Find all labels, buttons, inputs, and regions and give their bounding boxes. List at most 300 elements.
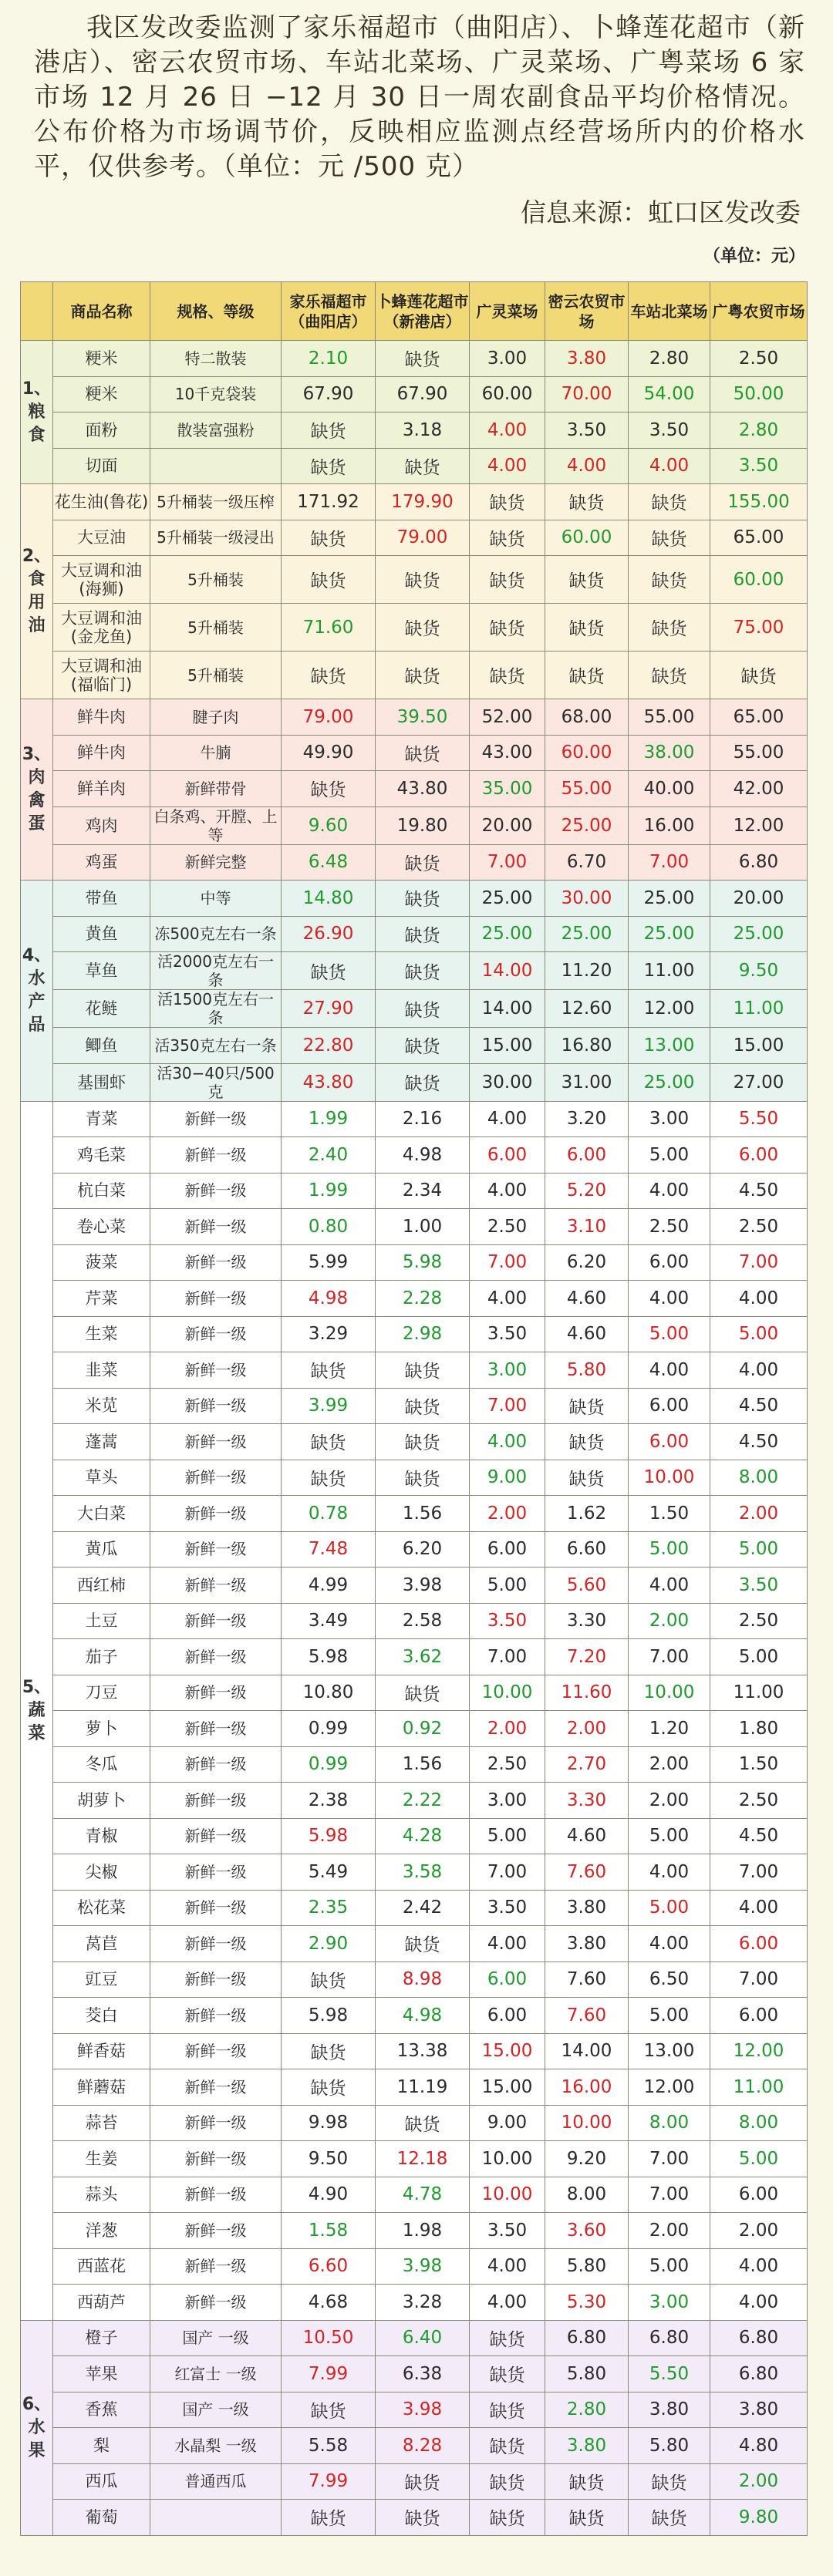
- spec-cell: 冻500克左右一条: [150, 916, 282, 952]
- price-cell: 0.92: [376, 1711, 470, 1747]
- table-row: [21, 520, 808, 556]
- price-cell: 3.50: [710, 1567, 808, 1604]
- product-name-cell: 西红柿: [53, 1567, 150, 1604]
- price-cell: 缺货: [470, 484, 545, 520]
- price-cell: 2.00: [629, 1783, 710, 1819]
- price-cell: 2.22: [376, 1783, 470, 1819]
- price-cell: 10.00: [545, 2105, 629, 2141]
- price-cell: 7.00: [710, 1244, 808, 1281]
- price-cell: 缺货: [282, 556, 376, 604]
- price-cell: 9.60: [282, 806, 376, 844]
- price-cell: 5.50: [710, 1101, 808, 1137]
- price-cell: 缺货: [376, 1460, 470, 1496]
- price-cell: 60.00: [545, 735, 629, 771]
- price-cell: 2.98: [376, 1316, 470, 1352]
- price-cell: 缺货: [376, 1926, 470, 1962]
- price-cell: 3.98: [376, 1567, 470, 1604]
- price-cell: 缺货: [376, 1675, 470, 1711]
- header-miyun: 密云农贸市场: [545, 282, 629, 341]
- spec-cell: 新鲜一级: [150, 1352, 282, 1389]
- intro-text: 我区发改委监测了家乐福超市（曲阳店）、卜蜂莲花超市（新港店）、密云农贸市场、车站北菜场、广灵菜场、广粤菜场 6 家市场 12 月 26 日 −12 月 30 日一周农副食品平均价格情况。公布价格为市场调节价，反映相应监测点经营场所内的价格水平，仅供参考。（单位：元 /500 克）: [34, 12, 805, 182]
- price-cell: 1.62: [545, 1496, 629, 1532]
- spec-cell: 新鲜完整: [150, 844, 282, 881]
- price-cell: 14.00: [470, 990, 545, 1028]
- price-cell: 1.00: [376, 1209, 470, 1245]
- price-cell: 42.00: [710, 771, 808, 807]
- price-cell: 4.00: [629, 1567, 710, 1604]
- price-cell: 缺货: [376, 2500, 470, 2536]
- product-name-cell: 刀豆: [53, 1675, 150, 1711]
- price-cell: 4.00: [629, 1173, 710, 1209]
- table-row: [21, 1818, 808, 1854]
- price-cell: 3.49: [282, 1603, 376, 1639]
- price-cell: 缺货: [376, 652, 470, 699]
- header-spec: 规格、等级: [150, 282, 282, 341]
- price-cell: 52.00: [470, 699, 545, 736]
- price-cell: 19.80: [376, 806, 470, 844]
- table-row: [21, 1173, 808, 1209]
- price-cell: 5.60: [545, 1567, 629, 1604]
- price-cell: 缺货: [470, 2320, 545, 2356]
- price-cell: 14.00: [545, 2033, 629, 2069]
- table-row: [21, 735, 808, 771]
- spec-cell: 新鲜一级: [150, 1173, 282, 1209]
- price-cell: 9.00: [470, 2105, 545, 2141]
- price-cell: 31.00: [545, 1063, 629, 1101]
- spec-cell: 新鲜一级: [150, 1639, 282, 1675]
- price-cell: 6.00: [470, 1998, 545, 2034]
- price-cell: 2.00: [470, 1711, 545, 1747]
- price-cell: 缺货: [376, 1388, 470, 1424]
- spec-cell: 新鲜一级: [150, 1209, 282, 1245]
- price-cell: 缺货: [470, 2392, 545, 2428]
- price-cell: 缺货: [470, 2500, 545, 2536]
- price-cell: 9.00: [470, 1460, 545, 1496]
- price-cell: 4.00: [470, 1281, 545, 1317]
- price-cell: 6.40: [376, 2320, 470, 2356]
- price-cell: 75.00: [710, 604, 808, 652]
- price-cell: 5.50: [629, 2356, 710, 2392]
- spec-cell: 新鲜一级: [150, 1424, 282, 1460]
- unit-label: （单位：元）: [703, 247, 805, 266]
- price-cell: 25.00: [470, 881, 545, 917]
- price-cell: 49.90: [282, 735, 376, 771]
- price-cell: 5.98: [282, 1998, 376, 2034]
- spec-cell: 新鲜一级: [150, 1890, 282, 1926]
- table-row: [21, 1603, 808, 1639]
- price-cell: 2.28: [376, 1281, 470, 1317]
- product-name-cell: 大白菜: [53, 1496, 150, 1532]
- table-row: [21, 806, 808, 844]
- price-cell: 4.50: [710, 1818, 808, 1854]
- price-cell: 3.50: [470, 1316, 545, 1352]
- price-cell: 8.00: [710, 1460, 808, 1496]
- price-cell: 缺货: [282, 1961, 376, 1998]
- price-cell: 7.00: [470, 1388, 545, 1424]
- table-row: [21, 1675, 808, 1711]
- table-row: [21, 1890, 808, 1926]
- product-name-cell: 青菜: [53, 1101, 150, 1137]
- price-cell: 4.00: [470, 2285, 545, 2321]
- spec-cell: 活350克左右一条: [150, 1028, 282, 1064]
- table-body: [21, 341, 808, 2536]
- price-cell: 5.00: [629, 1998, 710, 2034]
- price-cell: 5.80: [545, 2248, 629, 2285]
- product-name-cell: 鸡毛菜: [53, 1137, 150, 1174]
- price-cell: 67.90: [282, 376, 376, 412]
- price-cell: 7.00: [470, 844, 545, 881]
- price-cell: 6.80: [710, 2356, 808, 2392]
- spec-cell: 新鲜一级: [150, 1603, 282, 1639]
- price-cell: 8.28: [376, 2428, 470, 2464]
- price-cell: 缺货: [376, 2463, 470, 2500]
- price-cell: 25.00: [629, 1063, 710, 1101]
- spec-cell: [150, 448, 282, 484]
- product-name-cell: 生姜: [53, 2141, 150, 2177]
- price-cell: 0.99: [282, 1746, 376, 1783]
- price-cell: 4.78: [376, 2177, 470, 2213]
- price-cell: 7.00: [470, 1854, 545, 1891]
- price-cell: 3.00: [629, 1101, 710, 1137]
- price-cell: 3.98: [376, 2248, 470, 2285]
- price-cell: 7.00: [629, 844, 710, 881]
- price-cell: 0.80: [282, 1209, 376, 1245]
- price-cell: 缺货: [470, 2428, 545, 2464]
- price-cell: 缺货: [545, 1424, 629, 1460]
- product-name-cell: 香蕉: [53, 2392, 150, 2428]
- price-cell: 7.60: [545, 1961, 629, 1998]
- price-cell: 缺货: [545, 1388, 629, 1424]
- spec-cell: [150, 2500, 282, 2536]
- price-cell: 3.98: [376, 2392, 470, 2428]
- price-cell: 55.00: [545, 771, 629, 807]
- price-cell: 9.50: [282, 2141, 376, 2177]
- price-cell: 12.00: [710, 2033, 808, 2069]
- price-cell: 65.00: [710, 520, 808, 556]
- price-cell: 5.00: [710, 1639, 808, 1675]
- price-cell: 1.50: [710, 1746, 808, 1783]
- price-cell: 16.00: [545, 2069, 629, 2106]
- spec-cell: 新鲜一级: [150, 1675, 282, 1711]
- price-cell: 缺货: [376, 990, 470, 1028]
- price-cell: 缺货: [470, 556, 545, 604]
- price-cell: 6.00: [470, 1531, 545, 1567]
- price-cell: 25.00: [545, 916, 629, 952]
- price-cell: 4.00: [470, 1101, 545, 1137]
- price-cell: 5.00: [470, 1818, 545, 1854]
- price-cell: 缺货: [282, 1352, 376, 1389]
- price-cell: 2.80: [545, 2392, 629, 2428]
- price-cell: 6.20: [545, 1244, 629, 1281]
- price-cell: 11.20: [545, 952, 629, 990]
- price-cell: 4.00: [629, 1352, 710, 1389]
- table-row: [21, 2141, 808, 2177]
- price-cell: 缺货: [470, 520, 545, 556]
- price-cell: 2.42: [376, 1890, 470, 1926]
- price-cell: 2.00: [470, 1496, 545, 1532]
- price-cell: 缺货: [629, 2500, 710, 2536]
- table-row: [21, 2213, 808, 2249]
- price-cell: 12.00: [629, 990, 710, 1028]
- price-cell: 3.62: [376, 1639, 470, 1675]
- category-cell: 3、肉禽蛋: [21, 699, 53, 881]
- price-cell: 4.00: [710, 2285, 808, 2321]
- table-row: [21, 1639, 808, 1675]
- price-cell: 38.00: [629, 735, 710, 771]
- price-cell: 7.99: [282, 2356, 376, 2392]
- price-cell: 缺货: [282, 2069, 376, 2106]
- product-name-cell: 鲜香菇: [53, 2033, 150, 2069]
- table-row: [21, 376, 808, 412]
- price-cell: 2.70: [545, 1746, 629, 1783]
- product-name-cell: 蒜苔: [53, 2105, 150, 2141]
- price-cell: 3.18: [376, 412, 470, 449]
- price-cell: 7.00: [470, 1639, 545, 1675]
- price-cell: 14.80: [282, 881, 376, 917]
- table-row: [21, 1460, 808, 1496]
- price-cell: 5.00: [710, 1316, 808, 1352]
- price-cell: 3.00: [629, 2285, 710, 2321]
- price-cell: 1.20: [629, 1711, 710, 1747]
- price-cell: 27.00: [710, 1063, 808, 1101]
- price-cell: 79.00: [376, 520, 470, 556]
- price-cell: 3.80: [545, 2428, 629, 2464]
- price-cell: 缺货: [376, 1424, 470, 1460]
- product-name-cell: 粳米: [53, 341, 150, 377]
- price-cell: 2.00: [710, 1496, 808, 1532]
- price-cell: 缺货: [376, 881, 470, 917]
- product-name-cell: 粳米: [53, 376, 150, 412]
- spec-cell: 新鲜带骨: [150, 771, 282, 807]
- price-cell: 缺货: [545, 604, 629, 652]
- price-cell: 25.00: [629, 916, 710, 952]
- price-cell: 2.10: [282, 341, 376, 377]
- price-cell: 2.50: [470, 1746, 545, 1783]
- price-cell: 13.00: [629, 2033, 710, 2069]
- price-cell: 2.00: [710, 2213, 808, 2249]
- spec-cell: 新鲜一级: [150, 2069, 282, 2106]
- price-cell: 缺货: [629, 652, 710, 699]
- product-name-cell: 梨: [53, 2428, 150, 2464]
- price-cell: 6.60: [282, 2248, 376, 2285]
- table-row: [21, 1711, 808, 1747]
- table-row: [21, 771, 808, 807]
- price-cell: 6.48: [282, 844, 376, 881]
- price-cell: 4.00: [470, 1173, 545, 1209]
- table-row: [21, 1388, 808, 1424]
- table-row: [21, 1316, 808, 1352]
- price-cell: 2.58: [376, 1603, 470, 1639]
- spec-cell: 新鲜一级: [150, 1281, 282, 1317]
- product-name-cell: 鲫鱼: [53, 1028, 150, 1064]
- price-cell: 39.50: [376, 699, 470, 736]
- price-cell: 缺货: [376, 916, 470, 952]
- table-row: [21, 1746, 808, 1783]
- price-cell: 6.00: [710, 1998, 808, 2034]
- price-cell: 50.00: [710, 376, 808, 412]
- table-row: [21, 1028, 808, 1064]
- product-name-cell: 黄鱼: [53, 916, 150, 952]
- spec-cell: 新鲜一级: [150, 1961, 282, 1998]
- product-name-cell: 土豆: [53, 1603, 150, 1639]
- price-cell: 5.49: [282, 1854, 376, 1891]
- price-cell: 30.00: [470, 1063, 545, 1101]
- price-cell: 3.99: [282, 1388, 376, 1424]
- product-name-cell: 西瓜: [53, 2463, 150, 2500]
- price-cell: 55.00: [629, 699, 710, 736]
- price-cell: 14.00: [470, 952, 545, 990]
- price-cell: 26.90: [282, 916, 376, 952]
- header-product-name: 商品名称: [53, 282, 150, 341]
- table-row: [21, 916, 808, 952]
- price-cell: 10.00: [470, 2141, 545, 2177]
- price-cell: 11.19: [376, 2069, 470, 2106]
- price-cell: 缺货: [470, 604, 545, 652]
- category-cell: 6、水果: [21, 2320, 53, 2535]
- table-row: [21, 1783, 808, 1819]
- price-cell: 缺货: [282, 448, 376, 484]
- product-name-cell: 大豆调和油(金龙鱼): [53, 604, 150, 652]
- table-row: [21, 1209, 808, 1245]
- price-cell: 4.00: [545, 448, 629, 484]
- price-cell: 25.00: [629, 881, 710, 917]
- price-cell: 4.99: [282, 1567, 376, 1604]
- price-cell: 6.80: [710, 844, 808, 881]
- price-cell: 3.60: [545, 2213, 629, 2249]
- product-name-cell: 苹果: [53, 2356, 150, 2392]
- product-name-cell: 大豆油: [53, 520, 150, 556]
- table-row: [21, 1531, 808, 1567]
- spec-cell: 新鲜一级: [150, 2105, 282, 2141]
- price-cell: 1.98: [376, 2213, 470, 2249]
- price-cell: 2.50: [470, 1209, 545, 1245]
- table-row: [21, 1854, 808, 1891]
- price-cell: 10.50: [282, 2320, 376, 2356]
- price-cell: 缺货: [282, 952, 376, 990]
- spec-cell: 中等: [150, 881, 282, 917]
- price-cell: 5.00: [629, 1890, 710, 1926]
- spec-cell: 5升桶装一级浸出: [150, 520, 282, 556]
- price-cell: 15.00: [470, 2069, 545, 2106]
- product-name-cell: 松花菜: [53, 1890, 150, 1926]
- price-cell: 3.50: [545, 412, 629, 449]
- price-cell: 缺货: [282, 520, 376, 556]
- product-name-cell: 带鱼: [53, 881, 150, 917]
- product-name-cell: 橙子: [53, 2320, 150, 2356]
- source-credit: 信息来源：虹口区发改委: [521, 197, 801, 227]
- price-cell: 7.48: [282, 1531, 376, 1567]
- product-name-cell: 大豆调和油(海狮): [53, 556, 150, 604]
- price-cell: 6.00: [470, 1961, 545, 1998]
- price-cell: 12.00: [710, 806, 808, 844]
- price-cell: 1.99: [282, 1173, 376, 1209]
- price-cell: 4.00: [629, 1854, 710, 1891]
- price-cell: 9.50: [710, 952, 808, 990]
- product-name-cell: 切面: [53, 448, 150, 484]
- product-name-cell: 冬瓜: [53, 1746, 150, 1783]
- category-cell: 2、食用油: [21, 484, 53, 699]
- product-name-cell: 蓬蒿: [53, 1424, 150, 1460]
- price-cell: 20.00: [710, 881, 808, 917]
- price-cell: 缺货: [470, 2356, 545, 2392]
- price-cell: 3.28: [376, 2285, 470, 2321]
- price-cell: 6.80: [710, 2320, 808, 2356]
- price-cell: 1.58: [282, 2213, 376, 2249]
- spec-cell: 散装富强粉: [150, 412, 282, 449]
- price-cell: 7.00: [710, 1854, 808, 1891]
- table-row: [21, 412, 808, 449]
- price-cell: 缺货: [376, 952, 470, 990]
- price-cell: 4.98: [282, 1281, 376, 1317]
- price-cell: 6.80: [629, 2320, 710, 2356]
- price-cell: 6.50: [629, 1961, 710, 1998]
- table-row: [21, 1244, 808, 1281]
- price-cell: 6.70: [545, 844, 629, 881]
- table-row: [21, 2463, 808, 2500]
- price-cell: 2.00: [629, 1603, 710, 1639]
- price-cell: 缺货: [376, 2105, 470, 2141]
- price-cell: 2.38: [282, 1783, 376, 1819]
- price-cell: 缺货: [376, 448, 470, 484]
- spec-cell: 新鲜一级: [150, 2248, 282, 2285]
- price-cell: 4.68: [282, 2285, 376, 2321]
- price-cell: 11.00: [710, 990, 808, 1028]
- price-cell: 3.50: [470, 2213, 545, 2249]
- product-name-cell: 鸡肉: [53, 806, 150, 844]
- price-cell: 2.00: [629, 2213, 710, 2249]
- table-row: [21, 1424, 808, 1460]
- price-cell: 11.60: [545, 1675, 629, 1711]
- spec-cell: 国产 一级: [150, 2392, 282, 2428]
- table-row: [21, 1137, 808, 1174]
- price-cell: 3.80: [545, 341, 629, 377]
- spec-cell: 新鲜一级: [150, 1998, 282, 2034]
- table-row: [21, 1961, 808, 1998]
- price-cell: 60.00: [710, 556, 808, 604]
- price-cell: 3.00: [470, 1783, 545, 1819]
- table-row: [21, 2500, 808, 2536]
- price-cell: 25.00: [710, 916, 808, 952]
- price-cell: 8.00: [710, 2105, 808, 2141]
- price-cell: 4.50: [710, 1173, 808, 1209]
- price-cell: 4.98: [376, 1137, 470, 1174]
- price-cell: 2.50: [629, 1209, 710, 1245]
- price-cell: 缺货: [545, 652, 629, 699]
- price-cell: 5.98: [282, 1639, 376, 1675]
- price-cell: 3.20: [545, 1101, 629, 1137]
- spec-cell: 新鲜一级: [150, 2141, 282, 2177]
- price-cell: 6.80: [545, 2320, 629, 2356]
- price-cell: 43.00: [470, 735, 545, 771]
- price-cell: 4.50: [710, 1424, 808, 1460]
- table-row: [21, 604, 808, 652]
- product-name-cell: 面粉: [53, 412, 150, 449]
- price-cell: 7.00: [710, 1961, 808, 1998]
- price-cell: 7.60: [545, 1998, 629, 2034]
- price-cell: 7.00: [470, 1244, 545, 1281]
- price-cell: 6.00: [710, 1926, 808, 1962]
- price-cell: 70.00: [545, 376, 629, 412]
- spec-cell: 新鲜一级: [150, 1244, 282, 1281]
- price-cell: 缺货: [282, 652, 376, 699]
- product-name-cell: 鲜牛肉: [53, 699, 150, 736]
- price-cell: 3.00: [470, 341, 545, 377]
- spec-cell: 活1500克左右一条: [150, 990, 282, 1028]
- price-cell: 缺货: [282, 1424, 376, 1460]
- price-cell: 6.00: [629, 1424, 710, 1460]
- spec-cell: 新鲜一级: [150, 1388, 282, 1424]
- price-cell: 4.00: [710, 1352, 808, 1389]
